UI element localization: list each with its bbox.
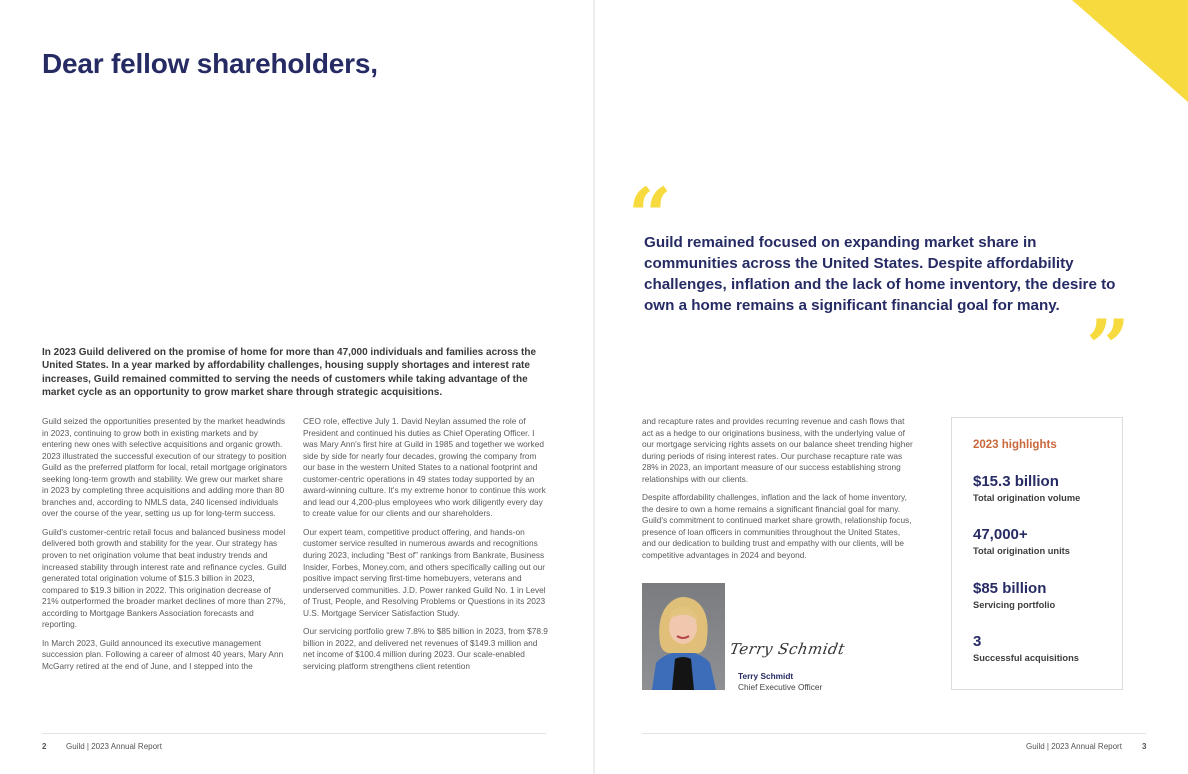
highlight-value: 47,000+ <box>973 526 1028 543</box>
highlight-label: Servicing portfolio <box>973 600 1056 610</box>
body-paragraph: Our expert team, competitive product offering, and hands-on customer service resulted in numerous awards and recognitions during 2023, including “Best of” rankings from Bankrate, Business Insider, Forbes, Money.com, and others specifically calling out our positive impact serving first-time homebuyers, veterans and underserved communities. J.D. Power ranked Guild No. 1 in Level of Trust, People, and Resolving Problems or Questions in its 2023 U.S. Mortgage Servicer Satisfaction Study. <box>303 526 546 618</box>
open-quote-icon: “ <box>628 171 672 260</box>
body-column-1 <box>42 416 287 679</box>
highlight-value: $85 billion <box>973 580 1047 597</box>
body-paragraph: and recapture rates and provides recurring revenue and cash flows that act as a hedge to our originations business, with the underlying value of our mortgage servicing rights assets on our balance sheet trending higher during periods of rising interest rates. Our purchase recapture rate was 28% in 2023, an important measure of our success establishing strong relationships with our clients. <box>642 416 913 484</box>
page-number: 3 <box>1142 742 1147 751</box>
footer-label: Guild | 2023 Annual Report <box>66 742 162 751</box>
body-column-2 <box>303 416 548 679</box>
portrait-illustration <box>642 583 725 690</box>
page-gutter <box>593 0 595 774</box>
body-paragraph: Despite affordability challenges, inflation and the lack of home inventory, the desire to own a home remains a significant financial goal for many. Guild's commitment to continued market share growth, relationship focus, presence of loan officers in communities throughout the United States, and our dedication to building trust and empathy with our clients, will be competitive advantages in 2024 and beyond. <box>642 492 912 561</box>
highlight-value: 3 <box>973 633 982 650</box>
highlights-title: 2023 highlights <box>973 439 1057 451</box>
page-title: Dear fellow shareholders, <box>42 48 378 79</box>
highlight-item <box>973 633 1079 664</box>
body-paragraph: Guild seized the opportunities presented by the market headwinds in 2023, continuing to grow both in existing markets and by entering new ones with selective acquisitions and organic growth. 2023 illustrated the successful execution of our strategy to position Guild as the preferred platform for local, retail mortgage originators seeking long-term growth and stability. We grew our market share in 2023 by completing three acquisitions and adding more than 80 branches and, according to NMLS data, 240 licensed individuals over the course of the year, setting us up for long-term success. <box>42 416 287 519</box>
highlight-item <box>973 473 1080 504</box>
lead-paragraph: In 2023 Guild delivered on the promise of home for more than 47,000 individuals and families across the United States. In a year marked by affordability challenges, housing supply shortages and interest rate increases, Guild remained committed to serving the needs of customers while taking advantage of the market cycle as an opportunity to grow market share through strategic acquisitions. <box>42 347 537 398</box>
pull-quote: Guild remained focused on expanding market share in communities across the United States. Despite affordability challenges, inflation and the lack of home inventory, the desire to own a home remains a significant financial goal for many. <box>644 234 1116 314</box>
signatory-name: Terry Schmidt <box>738 671 794 681</box>
highlight-item <box>973 526 1070 557</box>
body-column-3 <box>642 416 914 569</box>
body-paragraph: In March 2023, Guild announced its executive management succession plan. Following a career of almost 40 years, Mary Ann McGarry retired at the end of June, and I stepped into the <box>42 637 284 671</box>
footer-divider <box>642 733 1146 734</box>
page-number: 2 <box>42 742 47 751</box>
footer-divider <box>42 733 546 734</box>
ceo-portrait-photo <box>642 583 725 690</box>
handwritten-signature: Terry Schmidt <box>728 640 847 658</box>
body-paragraph: Our servicing portfolio grew 7.8% to $85 billion in 2023, from $78.9 billion in 2022, and delivered net revenues of $149.3 million and net income of $100.4 million during 2023. Our scale-enabled servicing platform strengthens client retention <box>303 626 548 671</box>
body-paragraph: Guild's customer-centric retail focus and balanced business model delivered both growth and stability for the year. Our strategy has proven to net origination volume that beat industry trends and increased stability through interest rate and refinance cycles. Guild generated total origination volume of $15.3 billion in 2023, compared to $19.3 billion in 2022. This origination decrease of 21% outperformed the broader market declines of more than 27%, according to Mortgage Bankers Association forecasts and reporting. <box>42 526 287 630</box>
signatory-title: Chief Executive Officer <box>738 682 823 692</box>
highlight-label: Successful acquisitions <box>973 653 1079 663</box>
highlight-value: $15.3 billion <box>973 473 1059 490</box>
highlights-panel <box>951 417 1123 690</box>
highlight-item <box>973 580 1055 611</box>
body-paragraph: CEO role, effective July 1. David Neylan assumed the role of President and continued his duties as Chief Operating Officer. I was Mary Ann's first hire at Guild in 1985 and together we worked side by side for nearly four decades, growing the company from our base in the western United States to a national footprint and customer-centric operations in 49 states today supported by an award-winning culture. It's my extreme honor to continue this work and lead our 4,200-plus employees who work diligently every day to create value for our clients and our shareholders. <box>303 416 546 519</box>
close-quote-icon: ” <box>1086 303 1130 392</box>
highlight-label: Total origination units <box>973 546 1070 556</box>
highlight-label: Total origination volume <box>973 493 1081 503</box>
corner-triangle-decoration <box>1072 0 1188 102</box>
footer-label: Guild | 2023 Annual Report <box>1026 742 1122 751</box>
